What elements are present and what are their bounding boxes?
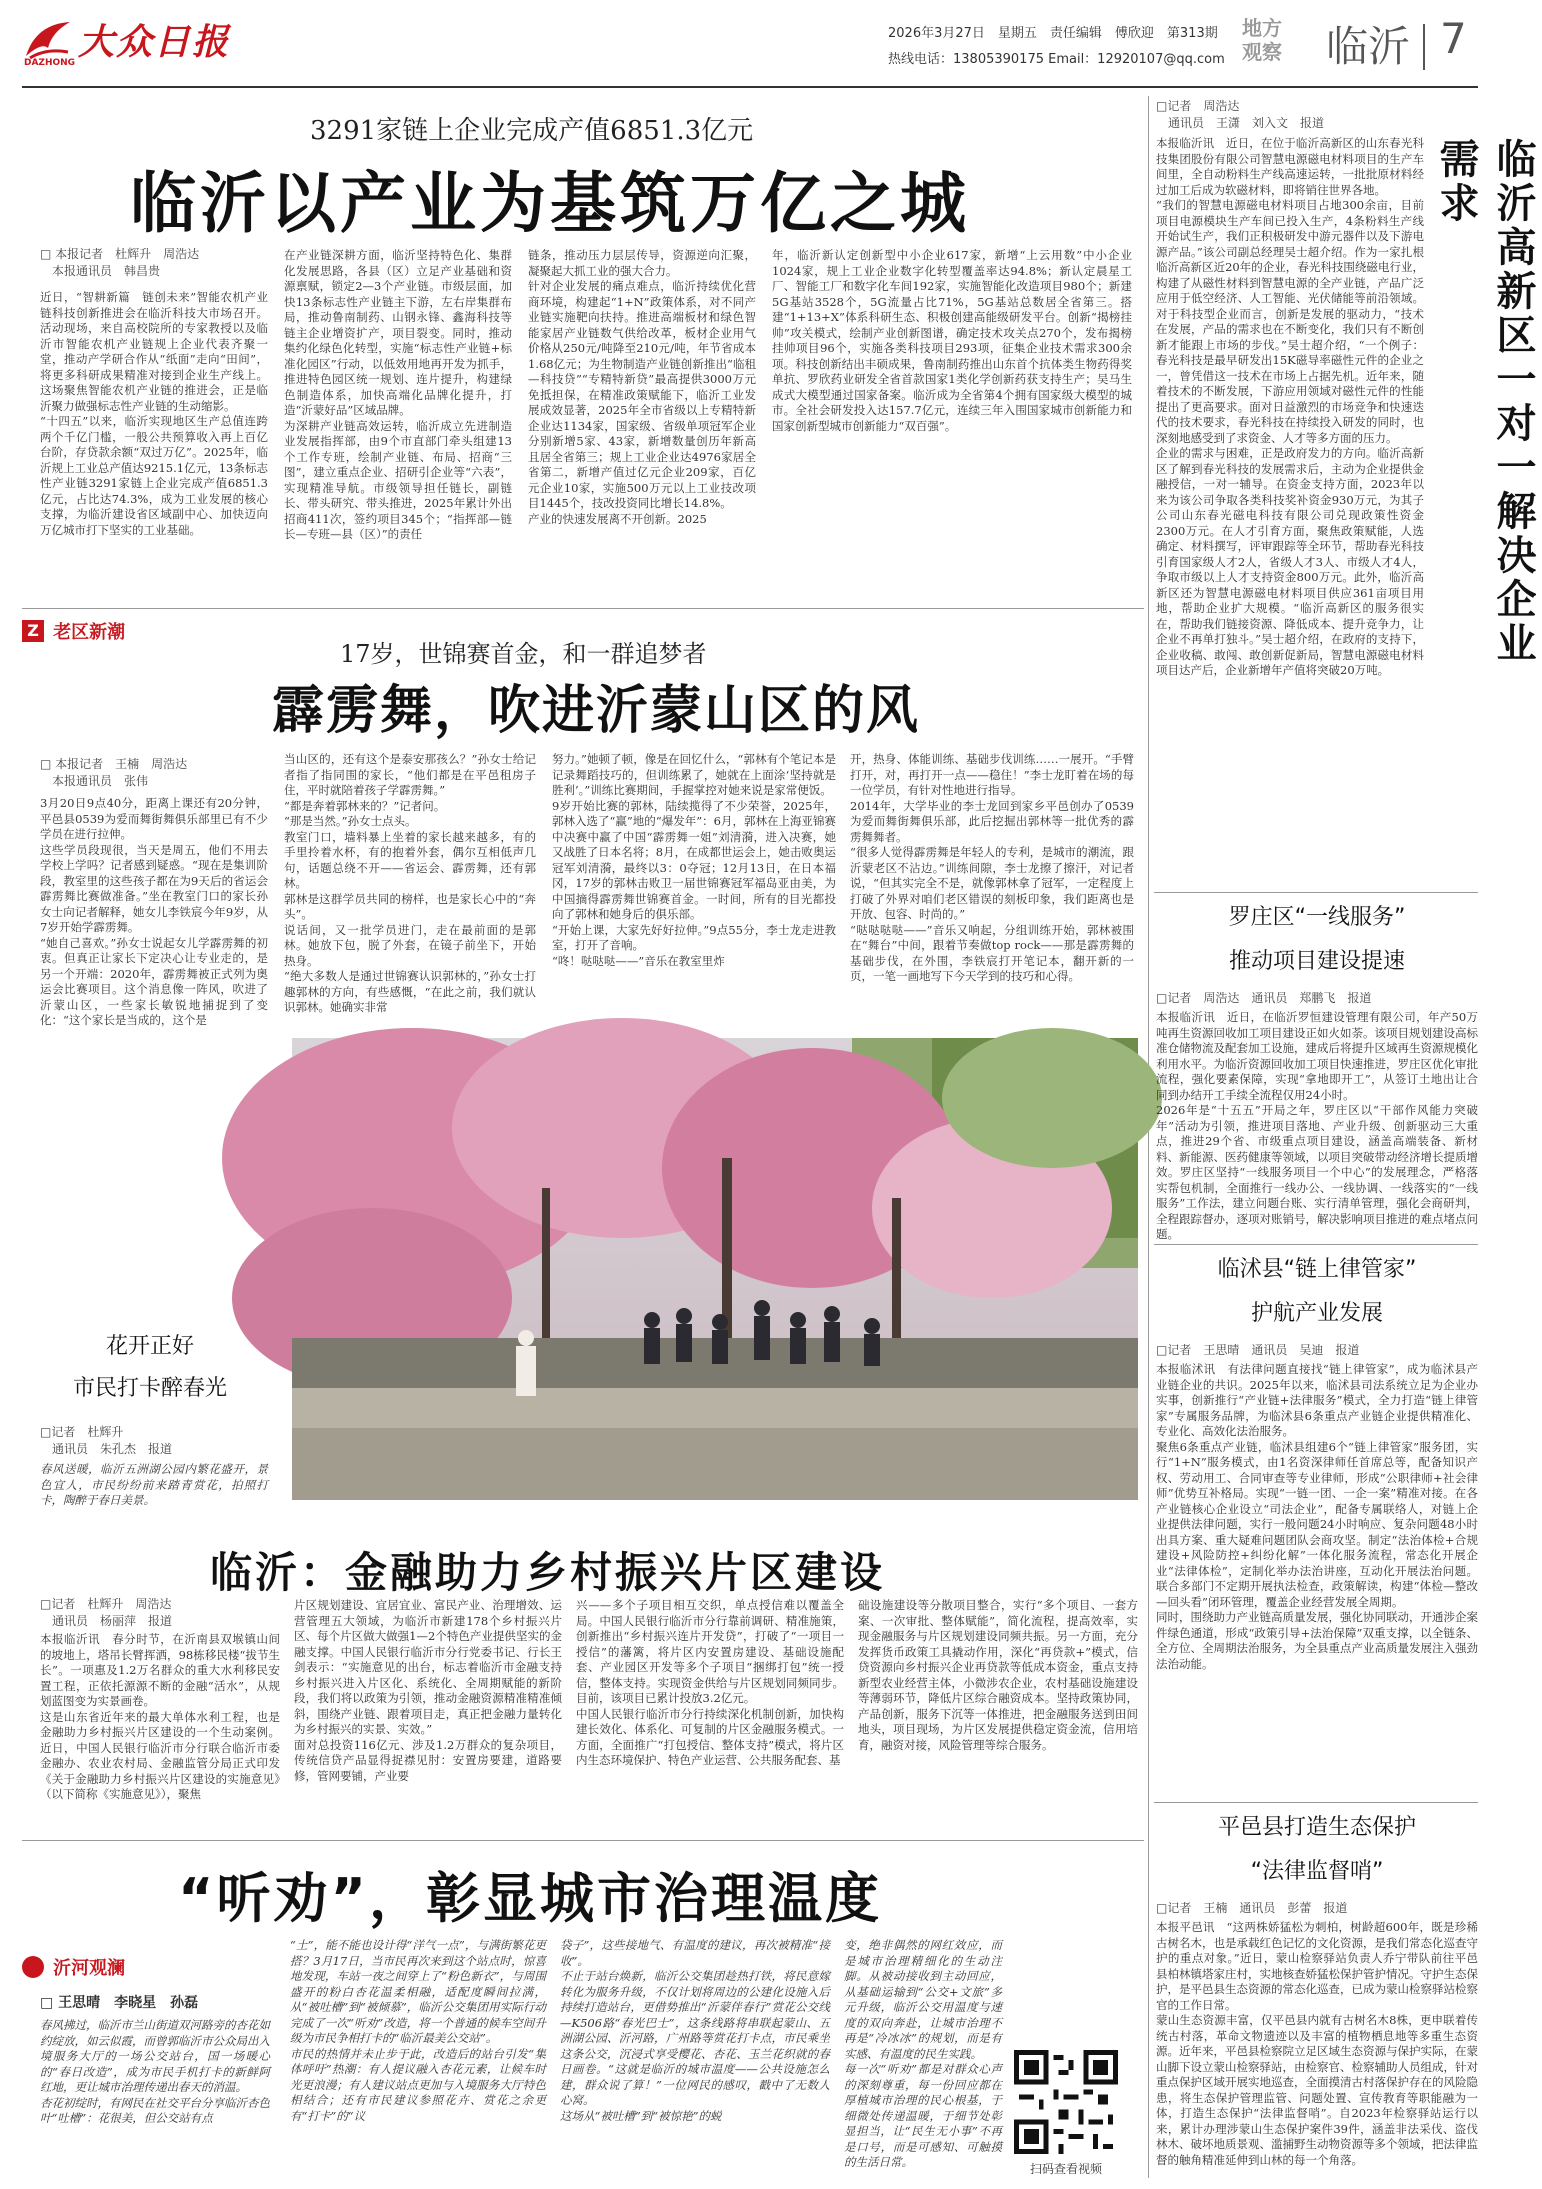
finance-byline: □记者 杜辉升 周浩达 通讯员 杨丽萍 报道: [40, 1597, 173, 1628]
region-label: 临沂: [1326, 22, 1411, 71]
column-tag-icon: [22, 1956, 44, 1978]
masthead-rule: [22, 86, 1478, 88]
sidebar-rule-2: [1154, 1244, 1478, 1245]
lead-col-1: 近日，“智耕新篇 链创未来”智能农机产业链科技创新推进会在临沂科技大市场召开。活动现场，来自高校院所的专家教授以及临沂市智能农机产业链规上企业代表齐聚一堂，推动产学研合作从“纸面”走向“田间”，将更多科研成果精准对接到企业生产线上。这场聚焦智能农机产业链的推进会，正是临沂聚力做强标志性产业链的生动缩影。 “十四五”以来，临沂实现地区生产总值连跨两个千亿门槛，一般公共预算收入再上百亿台阶，存贷款余额“双过万亿”。2025年，临沂规上工业总产值达9215.1亿元，13条标志性产业链3291家链上企业完成产值6851.3亿元，占比达74.3%，成为工业发展的核心支撑，为临沂建设省区域副中心、加快迈向万亿城市打下坚实的工业基础。: [40, 290, 268, 537]
luozhuang-byline: □记者 周浩达 通讯员 郑鹏飞 报道: [1156, 991, 1372, 1005]
sidebar-body: 本报临沂讯 近日，在位于临沂高新区的山东春光科技集团股份有限公司智慧电源磁电材料项目的生产车间里，全自动粉料生产线高速运转，一批批原材料经过加工后成为软磁材料，即将销往世界各地。 “我们的智慧电源磁电材料项目占地300余亩，目前项目电源模块生产车间已投入生产，4条粉料生产线开始试生产，我们正积极研发中游元器件以及下游电源产品。”该公司副总经理吴士超介绍。作为一家扎根临沂高新区近20年的企业，春光科技围绕磁电行业，构建了从磁性材料到智慧电源的全产业链，产品广泛应用于低空经济、人工智能、光伏储能等前沿领域。对于科技型企业而言，创新是发展的驱动力，“技术在发展，产品的需求也在不断变化，我们只有不断创新才能跟上市场的步伐。”吴士超介绍，“一个例子：春光科技是最早研发出15K磁导率磁性元件的企业之一，曾凭借这一技术在市场上占据先机。近年来，随着技术的不断发展，下游应用领域对磁性元件的性能提出了更高要求。面对日益激烈的市场竞争和快速迭代的技术要求，春光科技在持续投入研发的同时，也深刻地感受到了求资金、人才等多方面的压力。 企业的需求与困难，正是政府发力的方向。临沂高新区了解到春光科技的发展需求后，主动为企业提供金融授信，一对一辅导。在资金支持方面，2023年以来为该公司争取各类科技奖补资金930万元，为其子公司山东春光磁电科技有限公司兑现政策性资金2300万元。在人才引育方面，聚焦政策赋能，人选确定、材料撰写，评审跟踪等全环节，帮助春光科技引育国家级人才2人，省级人才3人、市级人才4人，争取市级以上人才支持资金800万元。此外，临沂高新区还为智慧电源磁电材料项目供应361亩项目用地，帮助企业扩大规模。“临沂高新区的服务很实在，帮助我们链接资源、降低成本、提升竞争力，让企业不再单打独斗。”吴士超介绍，在政府的支持下，企业收稿、敢闯、敢创新促新局，智慧电源磁电材料项目达产后，企业新增年产值将突破20万吨。: [1156, 136, 1424, 677]
finance-bottom-rule: [22, 1840, 1144, 1841]
photo-caption-byline: □记者 杜辉升 通讯员 朱孔杰 报道: [40, 1425, 173, 1456]
section-label: 地方观察: [1242, 16, 1282, 64]
kicker-label: 老区新潮: [53, 622, 126, 643]
lead-byline: □ 本报记者 杜辉升 周浩达 本报通讯员 韩昌贵: [40, 247, 200, 278]
column-col-2: “土”，能不能也设计得“洋气一点”，与满街繁花更搭？3月17日，当市民再次来到这个站点时，惊喜地发现，车站一夜之间穿上了“粉色新衣”，与周围盛开的粉白杏花温柔相融，适配度瞬间拉满，从“被吐槽”到“被倾慕”，临沂公交集团用实际行动完成了一次“听劝”改造，将一个普通的候车空间升级为市民争相打卡的“临沂最美公交站”。 市民的热情并未止步于此，改造后的站台引发“集体呼吁”热潮：有人提议融入杏花元素，让候车时光更浪漫；有人建议站点更加与入境服务大厅特色相结合；还有市民建议参照花卉、赏花之余更有“打卡”的“议: [290, 1938, 546, 2123]
lead-col-2: 在产业链深耕方面，临沂坚持特色化、集群化发展思路，各县（区）立足产业基础和资源禀赋，锁定2—3个产业链。市级层面，加快13条标志性产业链主下游，左右岸集群布局，推动鲁南制药、山钢永锋、鑫海科技等链主企业增资扩产，项目裂变。同时，推动集约化绿色化转型，实施“标志性产业链+标准化园区”行动，以低效用地再开发为抓手，推进特色园区统一规划、连片提升，构建绿色制造体系，加快高端化品牌化提升，打造“沂蒙好品”区域品牌。 为深耕产业链高效运转，临沂成立先进制造业发展指挥部，由9个市直部门牵头组建13个工作专班，绘制产业链、布局、招商“三图”，建立重点企业、招研引企业等“六表”，实现精准导航。市级领导担任链长，副链长、带头研究、带头推进，2025年累计外出招商411次，签约项目345个；“指挥部—链长—专班—县（区）”的责任: [284, 248, 512, 541]
finance-col-1: 本报临沂讯 春分时节，在沂南县双堠镇山间的坡地上，塔吊长臂挥洒，98栋移民楼“拔节生长”。一项惠及1.2万名群众的重大水利移民安置工程，正依托源源不断的金融“活水”，从规划蓝图变为实景画卷。 这是山东省近年来的最大单体水利工程，也是金融助力乡村振兴片区建设的一个生动案例。近日，中国人民银行临沂市分行联合临沂市委金融办、农业农村局、金融监管分局正式印发《关于金融助力乡村振兴片区建设的实施意见》（以下简称《实施意见》），聚焦: [40, 1632, 280, 1801]
luozhuang-title: 罗庄区“一线服务” 推动项目建设提速: [1228, 905, 1406, 974]
luozhuang-body: 本报临沂讯 近日，在临沂罗恒建设管理有限公司，年产50万吨再生资源回收加工项目建设正如火如荼。该项目规划建设高标准仓储物流及配套加工设施，建成后将提升区域再生资源规模化利用水平。为临沂资源回收加工项目快速推进，罗庄区优化审批流程，强化要素保障，实现“拿地即开工”，从签订土地出让合同到办结开工手续全流程仅用24小时。 2026年是“十五五”开局之年，罗庄区以“干部作风能力突破年”活动为引领，推进项目落地、产业升级、创新驱动三大重点，推进29个省、市级重点项目建设，涵盖高端装备、新材料、新能源、医药健康等领域，以项目突破带动经济增长提质增效。罗庄区坚持“一线服务项目一个中心”的发展理念，严格落实帮包机制，全面推行一线办公、一线协调、一线落实的“一线服务”工作法，建立问题台账、实行清单管理，强化会商研判，全程跟踪督办，逐项对账销号，解决影响项目推进的难点堵点问题。: [1156, 1010, 1478, 1241]
page-number: 7: [1440, 14, 1467, 63]
date-line: 2026年3月27日 星期五 责任编辑 傅欣迎 第313期: [888, 26, 1218, 41]
sidebar-rule-1: [1154, 892, 1478, 893]
feature-title: 霹雳舞，吹进沂蒙山区的风: [272, 681, 921, 741]
linshu-body: 本报临沭讯 有法律问题直接找“链上律管家”，成为临沭县产业链企业的共识。2025年以来，临沭县司法系统立足为企业办实事，创新推行“产业链+法律服务”模式，全力打造“链上律管家”专属服务品牌，为临沭县6条重点产业链企业提供精准化、专业化、高效化法治服务。 聚焦6条重点产业链，临沭县组建6个“链上律管家”服务团，实行“1+N”服务模式，由1名资深律师任首席总等，配备知识产权、劳动用工、合同审查等专业律师，形成“公职律师+社会律师”优势互补格局。实现“一链一团、一企一案”精准对接。在各产业链核心企业设立“司法企业”，配备专属联络人，对链上企业提供法律问题，实行一般问题24小时响应、复杂问题48小时出具方案、重大疑难问题团队会商攻坚。制定“法治体检+合规建设+风险防控+纠纷化解”一体化服务流程，常态化开展企业“法律体检”，定制化举办法治讲座，互动化开展法治问题。联合多部门不定期开展执法检查，政策解读，构建“体检—整改—回头看”闭环管理，覆盖企业经营发展全周期。 同时，围绕助力产业链高质量发展，强化协同联动，开通涉企案件绿色通道，形成“政策引导+法治保障”双重支撑，以全链条、全方位、全周期法治服务，为全县重点产业高质量发展注入强劲法治动能。: [1156, 1362, 1478, 1671]
finance-col-3: 兴——多个子项目相互交织，单点授信难以覆盖全局。中国人民银行临沂市分行靠前调研、精准施策，创新推出“乡村振兴连片开发贷”，打破了“一项目一授信”的藩篱，将片区内安置房建设、基础设施配套、产业园区开发等多个子项目“捆绑打包”统一授信，整体支持。实现资金供给与片区规划同频同步。目前，该项目已累计投放3.2亿元。 中国人民银行临沂市分行持续深化机制创新，加快构建长效化、体系化、可复制的片区金融服务模式。一方面，全面推广“打包授信、整体支持”模式，将片区内生态环境保护、特色产业运营、公共服务配套、基: [576, 1598, 844, 1767]
photo-caption-title: 花开正好 市民打卡醉春光: [72, 1334, 227, 1401]
sidebar-rule-3: [1154, 1802, 1478, 1803]
hotline: 热线电话：13805390175 Email：12920107@qq.com: [888, 52, 1225, 67]
masthead-divider: [1423, 24, 1425, 70]
logo-emblem-icon: [22, 18, 74, 62]
column-col-4: 袋子”，这些接地气、有温度的建议，再次被精准“接收”。 不止于站台焕新，临沂公交集团趁热打铁，将民意嫁转化为服务升级，不仅计划将周边的公建化设施入后持续打造站台，更借势推出“沂蒙伴春行”赏花公交线—K506路“春光巴士”，这条线路将串联起蒙山、五洲湖公园、沂河路，广州路等赏花打卡点，市民乘坐这条公交，沉浸式享受樱花、杏花、玉兰花织就的春日画卷。“这就是临沂的城市温度——公共设施怎么建，群众说了算！”一位网民的感叹，戳中了无数人心窝。 这场从“被吐槽”到“被惊艳”的蜕: [560, 1938, 830, 2123]
spring-blossom-photo: [292, 1038, 1138, 1500]
logo-sub: DAZHONG: [24, 58, 76, 68]
photo-caption-text: 春风送暖，临沂五洲湖公园内繁花盛开，景色宜人，市民纷纷前来踏青赏花，拍照打卡，陶醉于春日美景。: [40, 1462, 268, 1507]
finance-col-2: 片区规划建设、宜居宜业、富民产业、治理增效、运营管理五大领域，为临沂市新建178个乡村振兴片区、每个片区做大做强1—2个特色产业提供坚实的金融支撑。中国人民银行临沂市分行党委书记、行长王剑表示：“实施意见的出台，标志着临沂市金融支持乡村振兴进入片区化、系统化、全周期赋能的新阶段，我们将以政策为引领，推动金融资源精准精准倾斜，围绕产业链、跟着项目走，真正把金融力量转化为乡村振兴的实景、实效。” 面对总投资116亿元、涉及1.2万群众的复杂项目，传统信贷产品显得捉襟见肘：安置房要建，道路要修，管网要铺，产业要: [294, 1598, 562, 1783]
column-divider-main: [1148, 96, 1149, 2178]
column-title: “听劝”，彰显城市治理温度: [178, 1867, 882, 1930]
sidebar-byline: □记者 周浩达 通讯员 王潇 刘入文 报道: [1156, 99, 1325, 130]
lead-col-4: 年，临沂新认定创新型中小企业617家，新增“上云用数”中小企业1024家，规上工业企业数字化转型覆盖率达94.8%；新认定晨星工厂、智能工厂和数字化车间192家，实施智能化改造项目980个；新建5G基站3528个，5G流量占比71%，5G基站总数居全省第三。搭建“1+13+X”体系科研生态、积极创建高能级研发平台。创新“揭榜挂帅”攻关模式，绘制产业创新图谱，确定技术攻关点270个，发布揭榜挂帅项目96个，实施各类科技项目293项，征集企业技术需求300余项。科技创新结出丰硕成果，鲁南制药推出山东首个抗体类生物药得奖单抗、罗欣药业研发全省首款国家1类化学创新药获支持生产；吴马生成式大模型通过国家备案。临沂成为全省第4个拥有国家级大模型的城市。全社会研发投入达157.7亿元，连续三年入围国家城市创新能力和国家创新型城市创新能力“双百强”。: [772, 248, 1132, 433]
linshu-title: 临沭县“链上律管家” 护航产业发展: [1217, 1257, 1417, 1326]
feature-col-2: 当山区的，还有这个是泰安那孩么？”孙女士给记者指了指同围的家长，“他们都是在平邑租房子住，平时就陪着孩子学霹雳舞。” “都是奔着郭林来的？”记者问。 “那是当然。”孙女士点头。 教室门口，墙料暴上坐着的家长越来越多，有的手里拎着水杯，有的抱着外套，偶尔互相低声几句，话题总绕不开——省运会、霹雳舞，还有郭林。 郭林是这群学员共同的榜样，也是家长心中的“奔头”。 说话间，又一批学员进门，走在最前面的是郭林。她放下包，脱了外套，在镜子前坐下，开始热身。 “绝大多数人是通过世锦赛认识郭林的，”孙女士打趣郭林的方向，有些感慨，“在此之前，我们就认识郭林。她确实非常: [284, 752, 536, 1014]
linshu-byline: □记者 王思晴 通讯员 吴迪 报道: [1156, 1343, 1360, 1357]
qr-caption: 扫码查看视频: [1029, 2162, 1102, 2176]
lead-bottom-rule: [22, 608, 1144, 609]
column-byline: □ 王思晴 李晓星 孙磊: [40, 1995, 199, 2011]
kicker-badge-icon: Z: [22, 620, 44, 642]
pingyi-byline: □记者 王楠 通讯员 彭蕾 报道: [1156, 1901, 1348, 1915]
finance-col-4: 础设施建设等分散项目整合，实行“多个项目、一套方案、一次审批、整体赋能”，简化流程，提高效率，实现金融服务与片区规划建设同频共振。另一方面，充分发挥货币政策工具撬动作用，深化“再贷款+”模式，信贷资源向乡村振兴企业再贷款等低成本资金，重点支持新型农业经营主体，小微涉农企业，农村基础设施建设等薄弱环节，降低片区综合融资成本。坚持政策协同，产品创新，服务下沉等一体推进，把金融服务送到田间地头，项目现场，为片区发展提供稳定资金流，信用培育，融资对接，风险管理等综合服务。: [858, 1598, 1138, 1752]
column-col-1: 春风拂过，临沂市兰山街道双河路旁的杏花如约绽放，如云似霞，而曾郭临沂市公众局出入境服务大厅的一场公交站台，国一场暖心的“春日改造”，成为市民手机打卡的新鲜阿红地，更让城市治理传递出春天的消温。 杏花初绽时，有网民在社交平台分享临沂杏色叶“吐槽”：花很美，但公交站有点: [40, 2018, 270, 2125]
pingyi-title: 平邑县打造生态保护 “法律监督哨”: [1217, 1815, 1416, 1884]
masthead: [0, 0, 1500, 95]
feature-col-4: 开，热身、体能训练、基础步伐训练……一展开。“手臂打开，对，再打开一点——稳住！”李士龙盯着在场的每一位学员，有针对性地进行指导。 2014年，大学毕业的李士龙回到家乡平邑创办了0539为爱而舞街舞俱乐部，此后挖掘出郭林等一批优秀的霹雳舞舞者。 “很多人觉得霹雳舞是年轻人的专利，是城市的潮流，跟沂蒙老区不沾边。”训练间隙，李士龙擦了擦汗，对记者说，“但其实完全不是，就像郭林拿了冠军，一定程度上打破了外界对咱们老区错误的刻板印象，我们距离也是开放、包容、时尚的。” “哒哒哒哒——”音乐又响起，分组训练开始，郭林被围在“舞台”中间，跟着节奏做top rock——那是霹雳舞的基础步伐，在外围，李铁宸打开笔记本，翻开新的一页，一笔一画地写下今天学到的技巧和心得。: [850, 752, 1134, 983]
lead-subtitle: 3291家链上企业完成产值6851.3亿元: [310, 116, 754, 146]
feature-byline: □ 本报记者 王楠 周浩达 本报通讯员 张伟: [40, 757, 188, 788]
feature-col-3: 努力。”她顿了顿，像是在回忆什么，“郭林有个笔记本是记录舞蹈技巧的，但训练累了，她就在上面涂‘坚持就是胜利’。”训练比赛期间，手握掌控对她来说是家常便饭。 9岁开始比赛的郭林，陆续揽得了不少荣誉，2025年，郭林入选了“赢”地的“爆发年”：6月，郭林在上海亚锦赛中决赛中赢了中国“霹雳舞一姐”刘清漪，进入决赛，她又战胜了日本名将；8月，在成都世运会上，她击败奥运冠军刘清漪，最终以3：0夺冠；12月13日，在日本福冈，17岁的郭林击败卫一届世锦赛冠军福岛亚由美，为中国摘得霹雳舞世锦赛首金。一时间，所有的目光都投向了郭林和她身后的俱乐部。 “开始上课，大家先好好拉伸。”9点55分，李士龙走进教室，打开了音响。 “咚！哒哒哒——”音乐在教室里炸: [552, 752, 836, 968]
lead-title: 临沂以产业为基筑万亿之城: [130, 165, 970, 242]
column-tag: [22, 1954, 125, 1980]
column-col-5: 变，绝非偶然的网红效应，而是城市治理精细化的生动注脚。从被动接收到主动回应，从基础运输到“公交+文旅”多元升级，临沂公交用温度与速度的双向奔赴，让城市治理不再是“冷冰冰”的规划，而是有实感、有温度的民生实践。 每一次“听劝”都是对群众心声的深刻尊重，每一份回应都在厚植城市治理的民心根基，于细微处传递温暖，于细节处彰显担当，让“民生无小事”不再是口号，而是可感知、可触摸的生活日常。: [844, 1938, 1002, 2169]
logo-text: 大众日报: [78, 21, 231, 63]
lead-col-3: 链条，推动压力层层传导，资源逆向汇聚，凝聚起大抓工业的强大合力。 针对企业发展的痛点难点，临沂持续优化营商环境，构建起“1+N”政策体系，对不同产业链实施靶向扶持。推进高端板材和绿色智能家居产业链数气供给改革，板材企业用气价格从250元/吨降至210元/吨，年节省成本1.68亿元；为生物制造产业链创新推出“临租—科技贷”“专精特新贷”最高提供3000万元免抵担保，在精准政策赋能下，临沂工业发展成效显著，2025年全市省级以上专精特新企业达1134家，国家级、省级单项冠军企业分别新增5家、43家，新增数量创历年新高且居全省第三；规上工业企业达4976家居全省第二，新增产值过亿元企业209家，百亿元企业10家，实施500万元以上工业技改项目1445个，技改投资同比增长14.8%。 产业的快速发展离不开创新。2025: [528, 248, 756, 526]
feature-subtitle: 17岁，世锦赛首金，和一群追梦者: [340, 640, 707, 668]
feature-col-1: 3月20日9点40分，距离上课还有20分钟，平邑县0539为爱而舞街舞俱乐部里已有不少学员在进行拉伸。 这些学员段现很，当天是周五，他们不用去学校上学吗？记者感到疑惑。“现在是集训阶段，教室里的这些孩子都在为9天后的省运会霹雳舞比赛做准备。”坐在教室门口的家长孙女士向记者解释，她女儿李铁宸今年9岁，从7岁开始学霹雳舞。 “她自己喜欢。”孙女士说起女儿学霹雳舞的初衷。但真正让家长下定决心让专业走的，是另一个开端：2020年，霹雳舞被正式列为奥运会比赛项目。这个消息像一阵风，吹进了沂蒙山区，一些家长敏锐地捕捉到了变化：“这个家长是当成的，这个是: [40, 796, 268, 1027]
newspaper-logo: [22, 14, 231, 70]
qr-code[interactable]: [1014, 2050, 1118, 2154]
finance-title: 临沂：金融助力乡村振兴片区建设: [210, 1548, 886, 1597]
pingyi-body: 本报平邑讯 “这两株娇猛松为刺柏，树龄超600年，既是珍稀古树名木，也是承载红色记忆的文化资源，是我们常态化巡查守护的重点对象。”近日，蒙山检察驿站负责人乔宁带队前往平邑县柏林镇塔家庄村，实地核查娇猛松保护管护情况。守护生态保护，是平邑县生态资源的常态化巡查，已成为蒙山检察驿站检察官的工作日常。 蒙山生态资源丰富，仅平邑县内就有古树名木8株，更申联着传统古村落，革命文物遗迹以及丰富的植物栖息地等多重生态资源。近年来，平邑县检察院立足区域生态资源与保护实际，在蒙山脚下设立蒙山检察驿站，由检察官、检察辅助人员组成，针对重点保护区域开展实地巡查，全面摸清古村落保护存在的风险隐患，将生态保护管理监管、问题处置、宣传教育等职能融为一体，打造生态保护“法律监督哨”。自2023年检察驿站运行以来，累计办理涉蒙山生态保护案件39件，涵盖非法采伐、盗伐林木、破坏地质景观、滥捕野生动物资源等多个领域，把法律监督的触角精准延伸到山林的每一个角落。: [1156, 1920, 1478, 2167]
feature-kicker: [22, 618, 125, 644]
column-tag-label: 沂河观澜: [53, 1958, 126, 1979]
sidebar-vertical-title: 临沂高新区一对一解决企业需求: [1433, 138, 1536, 666]
